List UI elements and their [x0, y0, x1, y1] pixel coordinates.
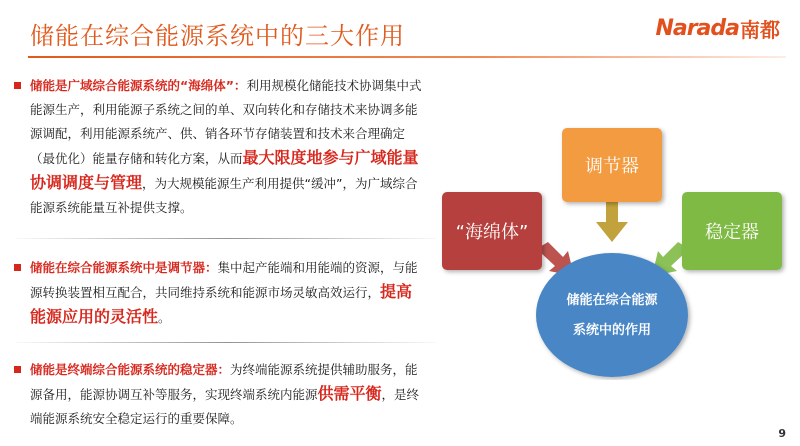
section-lead: 储能是终端综合能源系统的稳定器：: [30, 362, 231, 377]
section-emphasis: 供需平衡: [317, 384, 382, 403]
stabilizer-label: 稳定器: [705, 222, 759, 243]
section-body: 为终端能源系统提供辅助服务，能源备用，能源协调互补等服务，实现终端系统内能源: [30, 362, 418, 402]
section-body-tail: ，为大规模能源生产利用提供“缓冲”，为广域综合能源系统能量互补提供支撑。: [30, 176, 418, 215]
bullet-square: [14, 366, 21, 373]
section-text: [30, 74, 426, 220]
section-text: [30, 358, 426, 431]
logo-latin-text: Narada: [655, 15, 739, 41]
center-label-line1: 储能在综合能源: [566, 293, 658, 308]
title-underline: [28, 56, 786, 58]
section-body-tail: 。: [158, 310, 171, 325]
section-emphasis: 最大限度地参与广域能量协调调度与管理: [30, 148, 419, 192]
section-lead: 储能是广域综合能源系统的“海绵体”：: [30, 78, 247, 93]
bullet-square: [14, 264, 21, 271]
section-divider: [16, 342, 436, 343]
section-body: 集中起产能端和用能端的资源，与能源转换装置相互配合，共同维持系统和能源市场灵敏高效运行，: [30, 260, 418, 300]
center-label-line2: 系统中的作用: [572, 323, 651, 338]
section-body: 利用规模化储能技术协调集中式能源生产，利用能源子系统之间的单、双向转化和存储技术来协调多能源调配，利用能源系统产、供、销各环节存储装置和技术来合理确定（最优化）能量存储和转化方案，从而: [30, 78, 422, 166]
section-body-tail: ，是终端能源系统安全稳定运行的重要保障。: [30, 387, 420, 426]
sponge-label: “海绵体”: [455, 222, 529, 243]
section-sponge: [14, 74, 426, 220]
bullet-square: [14, 82, 21, 89]
logo-chinese-text: 南都: [740, 17, 780, 42]
section-emphasis: 提高能源应用的灵活性: [30, 282, 413, 326]
center-label: [536, 264, 688, 368]
section-text: [30, 256, 426, 330]
slide-title: 储能在综合能源系统中的三大作用: [30, 22, 405, 50]
section-stabilizer: [14, 358, 426, 431]
regulator-label: 调节器: [585, 156, 639, 177]
company-logo: [655, 16, 780, 40]
arrow-top-to-center: [596, 202, 628, 242]
section-lead: 储能在综合能源系统中是调节器：: [30, 260, 218, 275]
section-divider: [16, 238, 436, 239]
page-number: 9: [778, 427, 786, 440]
section-regulator: [14, 256, 426, 330]
